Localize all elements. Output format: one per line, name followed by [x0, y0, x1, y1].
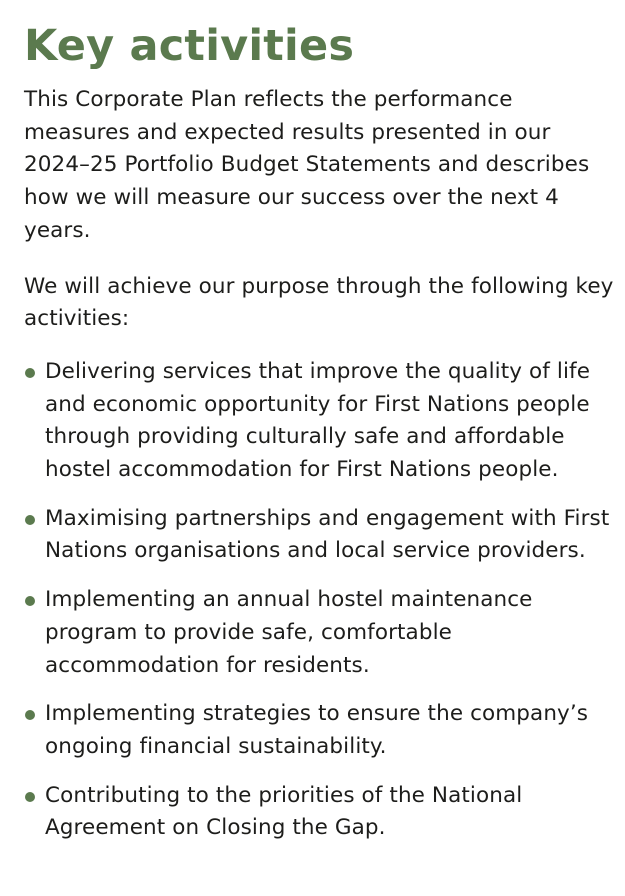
list-item	[24, 780, 616, 845]
list-item	[24, 698, 616, 763]
page-title: Key activities	[24, 21, 355, 71]
list-item	[24, 356, 616, 487]
list-item-text: Maximising partnerships and engagement with First Nations organisations and local service providers.	[45, 505, 610, 564]
bullet-icon	[25, 596, 35, 606]
key-activities-list	[24, 356, 616, 845]
list-item-text: Implementing strategies to ensure the company’s ongoing financial sustainability.	[45, 701, 589, 759]
lead-in-paragraph: We will achieve our purpose through the following key activities:	[24, 273, 614, 332]
bullet-icon	[25, 368, 35, 378]
list-item	[24, 503, 616, 568]
list-item-text: Delivering services that improve the quality of life and economic opportunity for First Nations people through providing culturally safe and affordable hostel accommodation for First Nations people.	[45, 358, 591, 483]
list-item-text: Contributing to the priorities of the National Agreement on Closing the Gap.	[45, 782, 523, 841]
bullet-icon	[25, 792, 35, 802]
intro-paragraph: This Corporate Plan reflects the performance measures and expected results presented in our 2024–25 Portfolio Budget Statements and describes how we will measure our success over the next 4 years.	[24, 87, 590, 243]
list-item-text: Implementing an annual hostel maintenance program to provide safe, comfortable accommodation for residents.	[45, 587, 533, 678]
page-content	[24, 18, 616, 861]
bullet-icon	[25, 515, 35, 525]
bullet-icon	[25, 710, 35, 720]
list-item	[24, 584, 616, 682]
